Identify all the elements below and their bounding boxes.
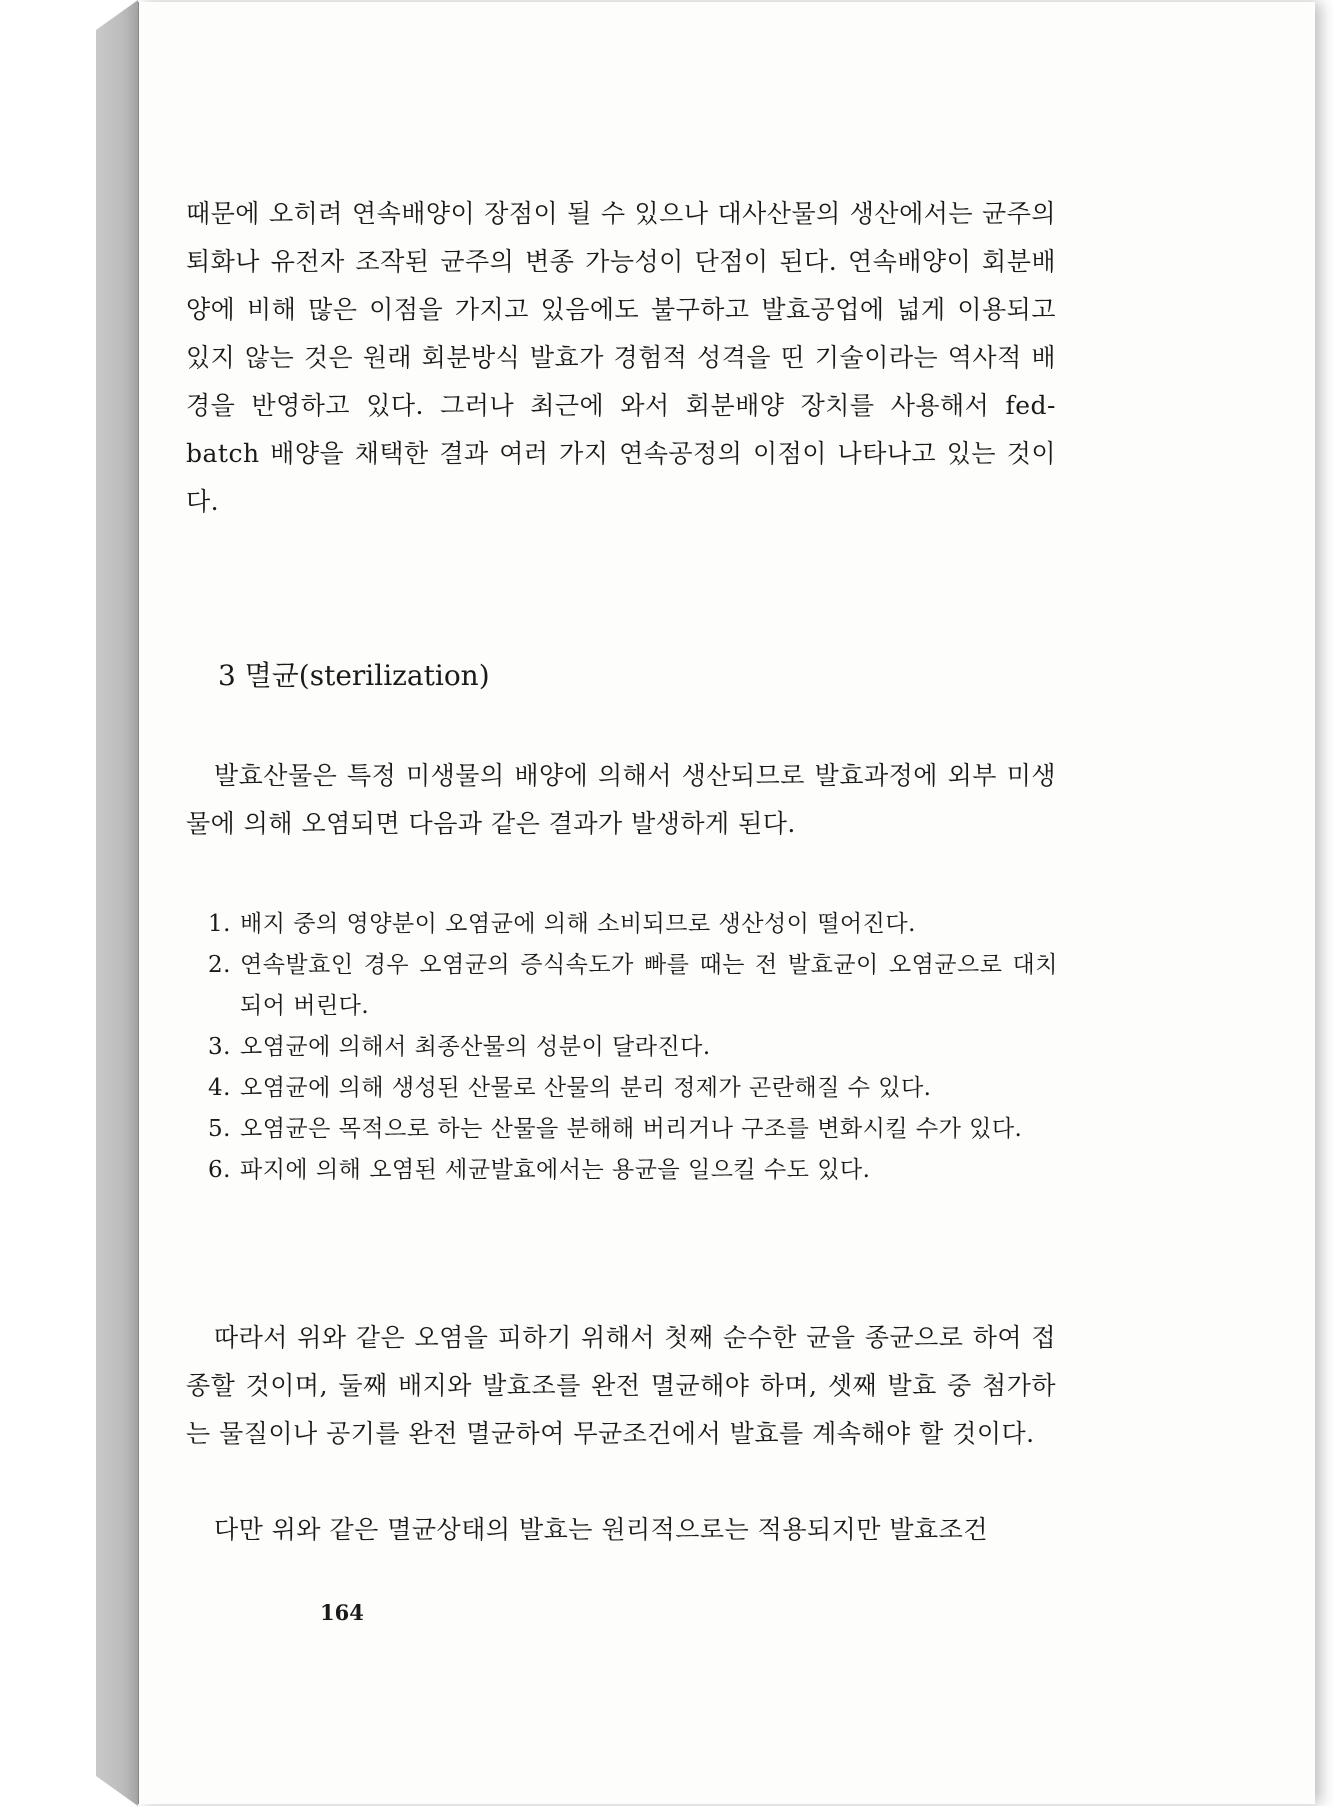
list-item bbox=[208, 1068, 1058, 1109]
list-item bbox=[208, 1027, 1058, 1068]
list-item bbox=[208, 1109, 1058, 1150]
section-heading: 3 멸균(sterilization) bbox=[218, 659, 490, 692]
numbered-list bbox=[208, 904, 1058, 1191]
body-paragraph-3: 따라서 위와 같은 오염을 피하기 위해서 첫째 순수한 균을 종균으로 하여 접종할 것이며, 둘째 배지와 발효조를 완전 멸균해야 하며, 셋째 발효 중 첨가하는 물질이나 공기를 완전 멸균하여 무균조건에서 발효를 계속해야 할 것이다. bbox=[186, 1323, 1056, 1448]
list-item bbox=[208, 945, 1058, 1027]
list-item-number: 4. bbox=[208, 1075, 231, 1101]
list-item-text: 오염균에 의해서 최종산물의 성분이 달라진다. bbox=[240, 1034, 711, 1060]
list-item-text: 연속발효인 경우 오염균의 증식속도가 빠를 때는 전 발효균이 오염균으로 대치되어 버린다. bbox=[240, 952, 1058, 1019]
list-item-number: 1. bbox=[208, 911, 231, 937]
list-item-number: 3. bbox=[208, 1034, 231, 1060]
list-item-text: 배지 중의 영양분이 오염균에 의해 소비되므로 생산성이 떨어진다. bbox=[240, 911, 916, 937]
list-item-number: 2. bbox=[208, 952, 231, 978]
list-item-text: 오염균은 목적으로 하는 산물을 분해해 버리거나 구조를 변화시킬 수가 있다. bbox=[240, 1116, 1023, 1142]
list-item bbox=[208, 904, 1058, 945]
list-item bbox=[208, 1150, 1058, 1191]
body-paragraph-2: 발효산물은 특정 미생물의 배양에 의해서 생산되므로 발효과정에 외부 미생물에 의해 오염되면 다음과 같은 결과가 발생하게 된다. bbox=[186, 761, 1056, 838]
list-item-number: 5. bbox=[208, 1116, 231, 1142]
body-paragraph-1: 때문에 오히려 연속배양이 장점이 될 수 있으나 대사산물의 생산에서는 균주의 퇴화나 유전자 조작된 균주의 변종 가능성이 단점이 된다. 연속배양이 회분배양에 비해 많은 이점을 가지고 있음에도 불구하고 발효공업에 넓게 이용되고 있지 않는 것은 원래 회분방식 발효가 경험적 성격을 띤 기술이라는 역사적 배경을 반영하고 있다. 그러나 최근에 와서 회분배양 장치를 사용해서 fed-batch 배양을 채택한 결과 여러 가지 연속공정의 이점이 나타나고 있는 것이다. bbox=[186, 199, 1056, 516]
book-spine-edge bbox=[96, 0, 138, 1806]
list-item-number: 6. bbox=[208, 1157, 231, 1183]
body-paragraph-4: 다만 위와 같은 멸균상태의 발효는 원리적으로는 적용되지만 발효조건 bbox=[214, 1515, 988, 1544]
list-item-text: 파지에 의해 오염된 세균발효에서는 용균을 일으킬 수도 있다. bbox=[240, 1157, 871, 1183]
page-number: 164 bbox=[320, 1600, 364, 1625]
list-item-text: 오염균에 의해 생성된 산물로 산물의 분리 정제가 곤란해질 수 있다. bbox=[240, 1075, 932, 1101]
